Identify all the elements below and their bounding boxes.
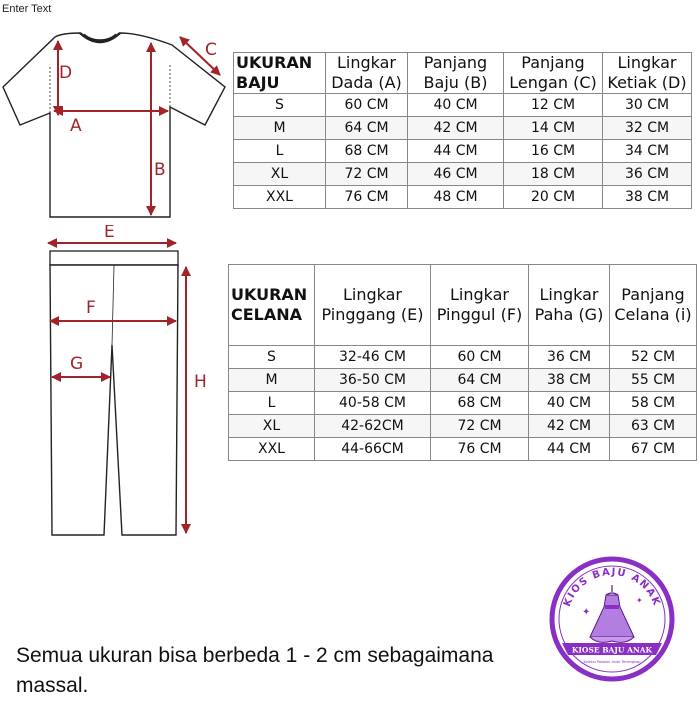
measure-cell: 60 CM xyxy=(326,94,408,117)
label-f: F xyxy=(86,298,96,318)
shirt-size-table xyxy=(233,52,692,209)
table-row xyxy=(234,163,692,186)
measure-cell: 12 CM xyxy=(504,94,603,117)
table-row xyxy=(234,140,692,163)
table-row xyxy=(229,392,697,415)
measure-cell: 72 CM xyxy=(431,415,529,438)
header-lingkar-ketiak xyxy=(603,53,692,94)
header-line: Lingkar xyxy=(342,285,403,304)
measure-cell: 44 CM xyxy=(408,140,504,163)
logo-banner-text: KIOSE BAJU ANAK xyxy=(571,645,653,655)
header-line: Lingkar xyxy=(449,285,510,304)
measure-cell: 30 CM xyxy=(603,94,692,117)
header-line: Pinggang (E) xyxy=(321,305,424,324)
measure-cell: 72 CM xyxy=(326,163,408,186)
header-ukuran-celana xyxy=(229,265,315,346)
measure-cell: 44-66CM xyxy=(315,438,431,461)
measure-cell: 40 CM xyxy=(408,94,504,117)
measure-cell: 44 CM xyxy=(529,438,610,461)
header-lingkar-paha xyxy=(529,265,610,346)
sparkle-icon: ✦ xyxy=(582,607,591,618)
header-line: BAJU xyxy=(236,73,280,92)
measure-cell: 16 CM xyxy=(504,140,603,163)
label-c: C xyxy=(205,40,217,60)
label-d: D xyxy=(59,63,73,83)
size-cell: XXL xyxy=(229,438,315,461)
header-line: Lingkar xyxy=(617,53,677,72)
measure-cell: 36-50 CM xyxy=(315,369,431,392)
kios-baju-anak-logo xyxy=(548,555,676,683)
header-lingkar-pinggul xyxy=(431,265,529,346)
measure-cell: 76 CM xyxy=(431,438,529,461)
header-line: Ketiak (D) xyxy=(607,73,687,92)
size-cell: XL xyxy=(229,415,315,438)
table-row xyxy=(229,438,697,461)
logo-top-text: KIOS BAJU ANAK xyxy=(561,566,663,609)
size-cell: M xyxy=(229,369,315,392)
header-line: Pinggul (F) xyxy=(436,305,523,324)
header-line: UKURAN xyxy=(236,53,313,72)
table-row xyxy=(234,117,692,140)
footer-note xyxy=(16,644,526,704)
measure-cell: 42 CM xyxy=(529,415,610,438)
label-g: G xyxy=(70,354,84,374)
pants-diagram xyxy=(0,225,225,540)
header-panjang-celana xyxy=(610,265,697,346)
measure-cell: 46 CM xyxy=(408,163,504,186)
footer-line-2: massal. xyxy=(16,674,89,697)
table-header-row xyxy=(234,53,692,94)
label-e: E xyxy=(104,225,115,242)
shirt-diagram xyxy=(0,25,230,225)
placeholder-text: Enter Text xyxy=(2,3,52,15)
measure-cell: 32 CM xyxy=(603,117,692,140)
pants-outline xyxy=(50,265,178,535)
measure-cell: 18 CM xyxy=(504,163,603,186)
measure-cell: 58 CM xyxy=(610,392,697,415)
measure-cell: 14 CM xyxy=(504,117,603,140)
measure-cell: 60 CM xyxy=(431,346,529,369)
size-cell: L xyxy=(229,392,315,415)
table-header-row xyxy=(229,265,697,346)
measure-cell: 38 CM xyxy=(603,186,692,209)
label-a: A xyxy=(70,116,82,136)
header-lingkar-dada xyxy=(326,53,408,94)
table-row xyxy=(234,94,692,117)
label-h: H xyxy=(194,372,207,392)
header-panjang-baju xyxy=(408,53,504,94)
sparkle-icon: ✦ xyxy=(636,596,643,605)
label-b: B xyxy=(154,160,166,180)
measure-cell: 38 CM xyxy=(529,369,610,392)
size-cell: S xyxy=(229,346,315,369)
measure-cell: 76 CM xyxy=(326,186,408,209)
measure-cell: 36 CM xyxy=(603,163,692,186)
measure-cell: 36 CM xyxy=(529,346,610,369)
header-line: Panjang xyxy=(423,53,488,72)
header-line: Lingkar xyxy=(336,53,397,72)
header-line: Dada (A) xyxy=(331,73,402,92)
measure-cell: 42-62CM xyxy=(315,415,431,438)
size-cell: L xyxy=(234,140,326,163)
measure-cell: 40-58 CM xyxy=(315,392,431,415)
table-row xyxy=(229,346,697,369)
header-line: Paha (G) xyxy=(534,305,604,324)
header-line: Lengan (C) xyxy=(509,73,597,92)
measure-cell: 67 CM xyxy=(610,438,697,461)
size-cell: S xyxy=(234,94,326,117)
logo-small-text: Koleksi Pakaian Anak Terlengkap xyxy=(583,660,641,664)
header-panjang-lengan xyxy=(504,53,603,94)
header-line: Baju (B) xyxy=(423,73,488,92)
measure-cell: 40 CM xyxy=(529,392,610,415)
size-cell: XXL xyxy=(234,186,326,209)
measure-cell: 48 CM xyxy=(408,186,504,209)
measure-cell: 42 CM xyxy=(408,117,504,140)
pants-size-table xyxy=(228,264,697,461)
footer-line-1: Semua ukuran bisa berbeda 1 - 2 cm sebagaimana xyxy=(16,644,494,667)
header-ukuran-baju xyxy=(234,53,326,94)
header-line: Celana (i) xyxy=(614,305,692,324)
size-cell: XL xyxy=(234,163,326,186)
header-line: CELANA xyxy=(231,305,303,324)
header-line: Lingkar xyxy=(539,285,599,304)
table-row xyxy=(234,186,692,209)
measure-cell: 52 CM xyxy=(610,346,697,369)
header-lingkar-pinggang xyxy=(315,265,431,346)
size-cell: M xyxy=(234,117,326,140)
measure-cell: 68 CM xyxy=(326,140,408,163)
header-line: UKURAN xyxy=(231,285,308,304)
measure-cell: 64 CM xyxy=(431,369,529,392)
measure-cell: 55 CM xyxy=(610,369,697,392)
measure-cell: 20 CM xyxy=(504,186,603,209)
measure-cell: 34 CM xyxy=(603,140,692,163)
table-row xyxy=(229,415,697,438)
header-line: Panjang xyxy=(621,285,685,304)
measure-cell: 32-46 CM xyxy=(315,346,431,369)
measure-cell: 64 CM xyxy=(326,117,408,140)
measure-cell: 63 CM xyxy=(610,415,697,438)
shirt-outline xyxy=(3,33,225,217)
table-row xyxy=(229,369,697,392)
measure-cell: 68 CM xyxy=(431,392,529,415)
header-line: Panjang xyxy=(521,53,585,72)
